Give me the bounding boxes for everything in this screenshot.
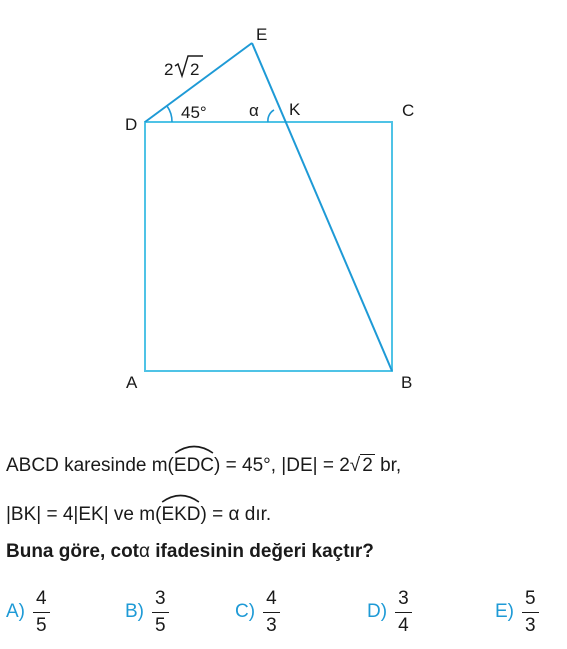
sqrt-expression bbox=[350, 454, 375, 478]
line1-sqrt-coef: 2 bbox=[339, 455, 350, 476]
option-b[interactable] bbox=[125, 582, 169, 642]
arc-edc bbox=[174, 448, 214, 478]
square-abcd bbox=[145, 122, 392, 371]
segment-eb bbox=[252, 43, 392, 371]
option-c-letter: C) bbox=[235, 601, 256, 622]
option-c-numerator: 4 bbox=[263, 588, 280, 613]
line1-tail: br, bbox=[374, 455, 402, 476]
option-a-letter: A) bbox=[6, 601, 25, 622]
de-length-coef: 2 bbox=[164, 60, 174, 79]
option-a-fraction bbox=[33, 588, 50, 637]
option-b-numerator: 3 bbox=[152, 588, 169, 613]
sqrt-radicand: 2 bbox=[362, 455, 373, 476]
point-label-a: A bbox=[126, 373, 138, 392]
option-e-numerator: 5 bbox=[522, 588, 539, 613]
question-before: Buna göre, cot bbox=[6, 541, 140, 562]
option-a-numerator: 4 bbox=[33, 588, 50, 613]
option-e-letter: E) bbox=[495, 601, 514, 622]
line1-text-before: ABCD karesinde m( bbox=[6, 455, 174, 476]
option-d-fraction bbox=[395, 588, 412, 637]
option-d-numerator: 3 bbox=[395, 588, 412, 613]
arc-ekd-text: EKD bbox=[161, 504, 201, 525]
option-a[interactable] bbox=[6, 582, 50, 642]
line1-text-after-arc: ) = 45°, |DE| = bbox=[214, 455, 340, 476]
point-label-d: D bbox=[125, 115, 138, 134]
option-b-fraction bbox=[152, 588, 169, 637]
option-d[interactable] bbox=[367, 582, 412, 642]
option-c-fraction bbox=[263, 588, 280, 637]
arc-mark-edc bbox=[174, 444, 214, 454]
sqrt-sign-icon: √ bbox=[349, 455, 361, 476]
point-label-k: K bbox=[289, 100, 301, 119]
option-e-denominator: 3 bbox=[525, 614, 536, 636]
line2-close-paren: ) bbox=[200, 504, 207, 525]
arc-mark-ekd bbox=[161, 493, 200, 503]
point-label-b: B bbox=[401, 373, 413, 392]
option-c-denominator: 3 bbox=[266, 614, 277, 636]
question-after: ifadesinin değeri kaçtır? bbox=[150, 541, 374, 562]
option-b-denominator: 5 bbox=[155, 614, 166, 636]
line2-tail: = α dır. bbox=[206, 504, 272, 525]
answer-options bbox=[0, 582, 567, 642]
option-d-letter: D) bbox=[367, 601, 388, 622]
option-e[interactable] bbox=[495, 582, 539, 642]
angle-label-d: 45° bbox=[181, 103, 207, 122]
line2-text-before: |BK| = 4|EK| ve m bbox=[6, 504, 156, 525]
option-d-denominator: 4 bbox=[398, 614, 409, 636]
angle-arc-k bbox=[268, 110, 274, 122]
arc-edc-text: EDC bbox=[173, 455, 215, 476]
question-text bbox=[6, 541, 374, 563]
option-e-fraction bbox=[522, 588, 539, 637]
option-c[interactable] bbox=[235, 582, 280, 642]
line2-open-paren: ( bbox=[155, 504, 162, 525]
question-alpha: α bbox=[139, 541, 150, 562]
arc-ekd bbox=[161, 497, 200, 527]
option-a-denominator: 5 bbox=[36, 614, 47, 636]
point-label-c: C bbox=[402, 101, 415, 120]
point-label-e: E bbox=[256, 25, 268, 44]
de-length-radicand: 2 bbox=[190, 60, 200, 79]
problem-line-1 bbox=[6, 448, 401, 478]
problem-line-2 bbox=[6, 497, 271, 527]
option-b-letter: B) bbox=[125, 601, 144, 622]
angle-arc-d bbox=[167, 106, 172, 122]
angle-label-k: α bbox=[249, 101, 259, 120]
